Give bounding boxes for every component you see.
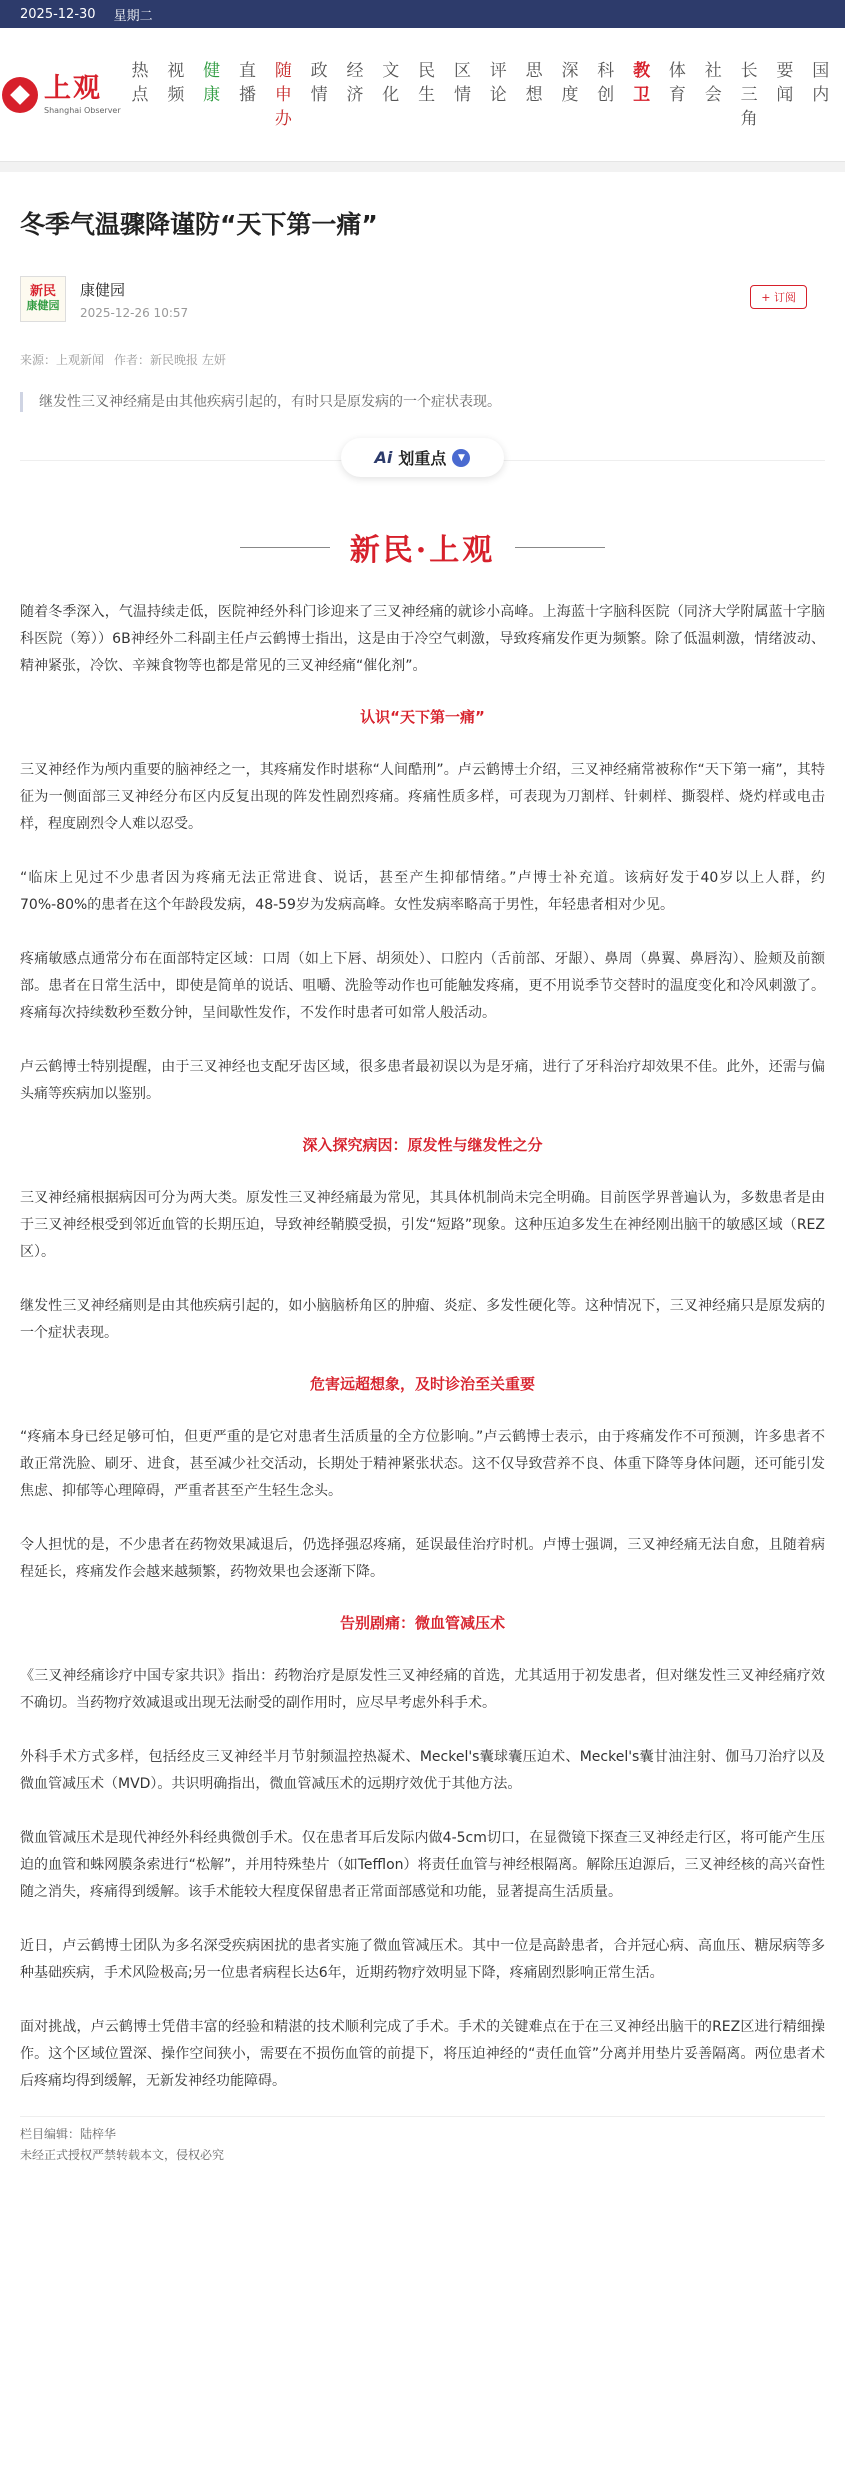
channel-link[interactable]: 热点 — [131, 60, 149, 105]
channel-link[interactable]: 社会 — [704, 60, 722, 105]
channel-link[interactable]: 直播 — [238, 60, 256, 105]
paragraph: 随着冬季深入，气温持续走低，医院神经外科门诊迎来了三叉神经痛的就诊小高峰。上海蓝十字脑科医院（同济大学附属蓝十字脑科医院（筹））6B神经外二科副主任卢云鹤博士指出，这是由于冷空气刺激，导致疼痛发作更为频繁。除了低温刺激，情绪波动、精神紧张，冷饮、辛辣食物等也都是常见的三叉神经痛“催化剂”。 — [20, 604, 825, 674]
channel-list — [130, 59, 845, 131]
channel-link[interactable]: 区情 — [453, 60, 471, 105]
channel-link[interactable]: 国内 — [812, 60, 830, 105]
paragraph: 三叉神经作为颅内重要的脑神经之一，其疼痛发作时堪称“人间酷刑”。卢云鹤博士介绍，三叉神经痛常被称作“天下第一痛”，其特征为一侧面部三叉神经分布区内反复出现的阵发性剧烈疼痛。疼痛性质多样，可表现为刀割样、针刺样、撕裂样、烧灼样或电击样，程度剧烈令人难以忍受。 — [20, 762, 825, 832]
channel-link[interactable]: 思想 — [525, 60, 543, 105]
paragraph: 面对挑战，卢云鹤博士凭借丰富的经验和精湛的技术顺利完成了手术。手术的关键难点在于在三叉神经出脑干的REZ区进行精细操作。这个区域位置深、操作空间狭小，需要在不损伤血管的前提下，将压迫神经的“责任血管”分离并用垫片妥善隔离。两位患者术后疼痛均得到缓解，无新发神经功能障碍。 — [20, 2019, 825, 2089]
publish-date: 2025-12-26 10:57 — [80, 305, 189, 320]
logo-subtitle: Shanghai Observer — [44, 106, 121, 115]
brand-banner — [20, 525, 825, 569]
article-body — [20, 599, 825, 2095]
article-meta — [20, 351, 825, 368]
author-name[interactable]: 康健园 — [80, 280, 126, 299]
date-bar — [0, 0, 845, 28]
logo-name: 上观 — [44, 73, 102, 104]
channel-link[interactable]: 教卫 — [633, 60, 651, 105]
avatar-line-2: 康健园 — [26, 299, 60, 312]
paragraph: “临床上见过不少患者因为疼痛无法正常进食、说话，甚至产生抑郁情绪。”卢博士补充道。该病好发于40岁以上人群，约70%-80%的患者在这个年龄段发病，48-59岁为发病高峰。女性发病率略高于男性，年轻患者相对少见。 — [20, 870, 825, 913]
site-logo[interactable] — [0, 60, 130, 130]
brand-logo: 新民·上观 — [349, 533, 496, 568]
channel-nav — [0, 28, 845, 162]
section-heading: 认识“天下第一痛” — [360, 708, 485, 726]
paragraph: 疼痛敏感点通常分布在面部特定区域：口周（如上下唇、胡须处）、口腔内（舌前部、牙龈）、鼻周（鼻翼、鼻唇沟）、脸颊及前额部。患者在日常生活中，即使是简单的说话、咀嚼、洗脸等动作也可能触发疼痛，更不用说季节交替时的温度变化和冷风刺激了。疼痛每次持续数秒至数分钟，呈间歇性发作，不发作时患者可如常人般活动。 — [20, 951, 825, 1021]
paragraph: 近日，卢云鹤博士团队为多名深受疾病困扰的患者实施了微血管减压术。其中一位是高龄患者，合并冠心病、高血压、糖尿病等多种基础疾病，手术风险极高;另一位患者病程长达6年，近期药物疗效明显下降，疼痛剧烈影响正常生活。 — [20, 1938, 825, 1981]
channel-link[interactable]: 长三角 — [740, 60, 758, 129]
channel-link[interactable]: 健康 — [203, 60, 221, 105]
channel-link[interactable]: 科创 — [597, 60, 615, 105]
paragraph: 三叉神经痛根据病因可分为两大类。原发性三叉神经痛最为常见，其具体机制尚未完全明确。目前医学界普遍认为，多数患者是由于三叉神经根受到邻近血管的长期压迫，导致神经鞘膜受损，引发“短路”现象。这种压迫多发生在神经刚出脑干的敏感区域（REZ区）。 — [20, 1190, 825, 1260]
section-heading: 告别剧痛：微血管减压术 — [339, 1614, 505, 1632]
paragraph: 卢云鹤博士特别提醒，由于三叉神经也支配牙齿区域，很多患者最初误以为是牙痛，进行了牙科治疗却效果不佳。此外，还需与偏头痛等疾病加以鉴别。 — [20, 1059, 825, 1102]
avatar-line-1: 新民 — [29, 284, 56, 299]
ai-icon: Ai — [374, 448, 393, 467]
channel-link[interactable]: 随申办 — [274, 60, 292, 129]
channel-link[interactable]: 体育 — [668, 60, 686, 105]
divider-left — [240, 547, 330, 548]
article-byline: 作者：新民晚报 左妍 — [114, 353, 226, 367]
channel-link[interactable]: 评论 — [489, 60, 507, 105]
channel-link[interactable]: 视频 — [167, 60, 185, 105]
article-title: 冬季气温骤降谨防“天下第一痛” — [20, 210, 378, 239]
keypoint-label: 划重点 — [398, 449, 447, 468]
article — [0, 208, 845, 2175]
channel-link[interactable]: 要闻 — [776, 60, 794, 105]
paragraph: 令人担忧的是，不少患者在药物效果减退后，仍选择强忍疼痛，延误最佳治疗时机。卢博士强调，三叉神经痛无法自愈，且随着病程延长，疼痛发作会越来越频繁，药物效果也会逐渐下降。 — [20, 1537, 825, 1580]
channel-link[interactable]: 文化 — [382, 60, 400, 105]
section-divider — [0, 162, 845, 172]
logo-icon — [2, 77, 38, 113]
channel-link[interactable]: 政情 — [310, 60, 328, 105]
divider-right — [515, 547, 605, 548]
subscribe-button[interactable]: + 订阅 — [750, 285, 807, 309]
current-weekday: 星期二 — [113, 8, 153, 24]
column-editor: 栏目编辑：陆梓华 — [20, 2116, 825, 2142]
paragraph: 微血管减压术是现代神经外科经典微创手术。仅在患者耳后发际内做4-5cm切口，在显微镜下探查三叉神经走行区，将可能产生压迫的血管和蛛网膜条索进行“松解”，并用特殊垫片（如Tefflon）将责任血管与神经根隔离。解除压迫源后，三叉神经核的高兴奋性随之消失，疼痛得到缓解。该手术能较大程度保留患者正常面部感觉和功能，显著提高生活质量。 — [20, 1830, 825, 1900]
chevron-down-icon: ▼ — [452, 449, 470, 467]
channel-link[interactable]: 深度 — [561, 60, 579, 105]
keypoint-button[interactable] — [341, 438, 505, 477]
channel-link[interactable]: 民生 — [418, 60, 436, 105]
copyright-notice: 未经正式授权严禁转载本文，侵权必究 — [20, 2148, 225, 2162]
paragraph: “疼痛本身已经足够可怕，但更严重的是它对患者生活质量的全方位影响。”卢云鹤博士表示，由于疼痛发作不可预测，许多患者不敢正常洗脸、刷牙、进食，甚至减少社交活动，长期处于精神紧张状态。这不仅导致营养不良、体重下降等身体问题，还可能引发焦虑、抑郁等心理障碍，严重者甚至产生轻生念头。 — [20, 1429, 825, 1499]
article-source: 来源：上观新闻 — [20, 353, 105, 367]
section-heading: 深入探究病因：原发性与继发性之分 — [302, 1136, 543, 1154]
keypoint-wrap — [20, 438, 825, 477]
avatar[interactable] — [20, 276, 66, 322]
article-summary: 继发性三叉神经痛是由其他疾病引起的，有时只是原发病的一个症状表现。 — [20, 392, 825, 412]
section-heading: 危害远超想象，及时诊治至关重要 — [309, 1375, 535, 1393]
paragraph: 外科手术方式多样，包括经皮三叉神经半月节射频温控热凝术、Meckel's囊球囊压迫术、Meckel's囊甘油注射、伽马刀治疗以及微血管减压术（MVD）。共识明确指出，微血管减压术的远期疗效优于其他方法。 — [20, 1749, 825, 1792]
paragraph: 继发性三叉神经痛则是由其他疾病引起的，如小脑脑桥角区的肿瘤、炎症、多发性硬化等。这种情况下，三叉神经痛只是原发病的一个症状表现。 — [20, 1298, 825, 1341]
channel-link[interactable]: 经济 — [346, 60, 364, 105]
author-block — [20, 275, 825, 323]
paragraph: 《三叉神经痛诊疗中国专家共识》指出：药物治疗是原发性三叉神经痛的首选，尤其适用于初发患者，但对继发性三叉神经痛疗效不确切。当药物疗效减退或出现无法耐受的副作用时，应尽早考虑外科手术。 — [20, 1668, 825, 1711]
current-date: 2025-12-30 — [20, 6, 96, 22]
